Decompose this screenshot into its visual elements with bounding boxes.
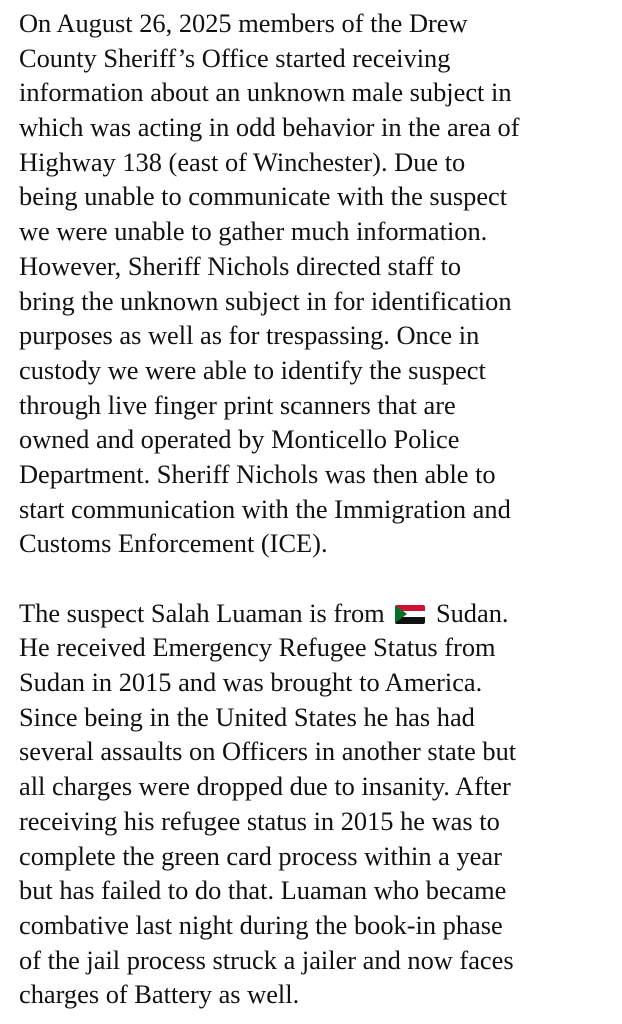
text-line: On August 26, 2025 members of the Drew	[19, 8, 468, 38]
paragraph-gap	[19, 561, 615, 596]
text-line: Customs Enforcement (ICE).	[19, 528, 328, 559]
text-line: but has failed to do that. Luaman who became	[19, 875, 507, 906]
text-line: through live finger print scanners that are	[19, 389, 456, 420]
sudan-flag-icon	[395, 605, 425, 624]
text-line: owned and operated by Monticello Police	[19, 424, 460, 455]
text-line: Department. Sheriff Nichols was then able to	[19, 458, 496, 489]
text-line: He received Emergency Refugee Status from	[19, 632, 496, 663]
document-body	[19, 6, 615, 1012]
text-line: information about an unknown male subject in	[19, 77, 512, 108]
text-line: several assaults on Officers in another state but	[19, 736, 517, 767]
text-line: bring the unknown subject in for identification	[19, 285, 512, 316]
text-line: custody we were able to identify the suspect	[19, 354, 486, 385]
text-line: start communication with the Immigration and	[19, 493, 511, 524]
text-line: all charges were dropped due to insanity. After	[19, 771, 511, 802]
text-line: Since being in the United States he has had	[19, 701, 475, 732]
text-after-flag: Sudan.	[435, 597, 509, 628]
text-line: combative last night during the book-in phase	[19, 909, 503, 940]
text-line: Sudan in 2015 and was brought to America.	[19, 667, 483, 698]
text-line: being unable to communicate with the suspect	[19, 181, 508, 212]
text-line: we were unable to gather much information.	[19, 216, 488, 247]
text-line: receiving his refugee status in 2015 he was to	[19, 805, 500, 836]
paragraph-incident	[19, 6, 615, 561]
text-line: purposes as well as for trespassing. Once in	[19, 320, 480, 351]
text-line: of the jail process struck a jailer and now faces	[19, 944, 514, 975]
text-line: County Sheriff’s Office started receiving	[19, 42, 451, 73]
text-line: which was acting in odd behavior in the area of	[19, 112, 520, 143]
text-line: Highway 138 (east of Winchester). Due to	[19, 146, 466, 177]
text-line-with-flag	[19, 596, 615, 631]
text-line: However, Sheriff Nichols directed staff to	[19, 250, 462, 281]
text-line: charges of Battery as well.	[19, 979, 300, 1010]
text-line: complete the green card process within a year	[19, 840, 502, 871]
text-before-flag: The suspect Salah Luaman is from	[19, 597, 385, 628]
paragraph-suspect	[19, 596, 615, 1012]
